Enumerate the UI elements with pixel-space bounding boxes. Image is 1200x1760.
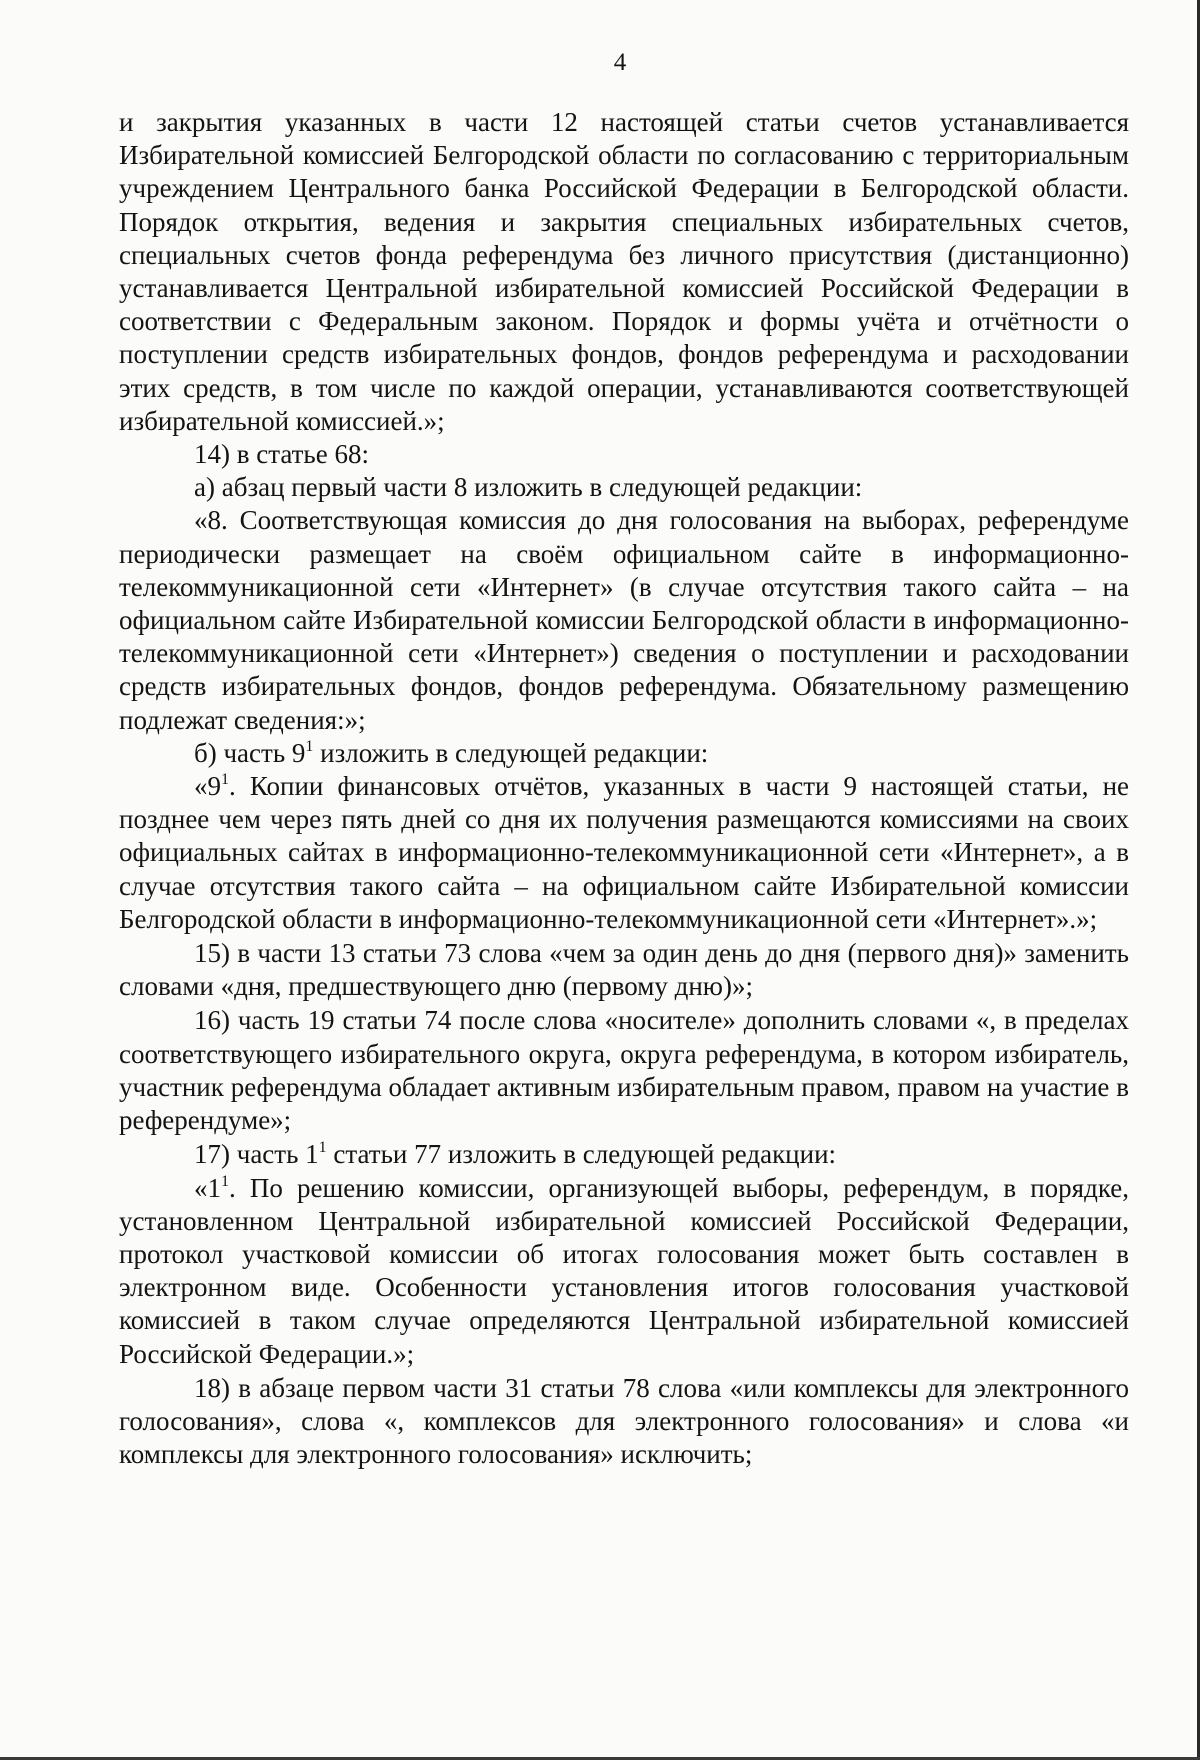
paragraph-text: . По решению комиссии, организующей выборы, референдум, в порядке, установленном Центральной избирательной комиссией Российской Федерации, протокол участковой комиссии об итогах голосования может быть составлен в электронном виде. Особенности установления итогов голосования участковой комиссией в таком случае определяются Центральной избирательной комиссией Российской Федерации.»; <box>119 1172 1129 1369</box>
paragraph-subitem-a <box>119 471 1129 504</box>
paragraph-text: статьи 77 изложить в следующей редакции: <box>326 1139 837 1170</box>
paragraph-text: «9 <box>194 771 221 802</box>
paragraph-quote-9-1 <box>119 770 1129 936</box>
paragraph-continuation <box>119 106 1129 438</box>
paragraph-subitem-b <box>119 737 1129 770</box>
document-body <box>119 106 1129 1471</box>
paragraph-text: 17) часть 1 <box>194 1139 319 1170</box>
paragraph-item-17 <box>119 1138 1129 1171</box>
paragraph-text: изложить в следующей редакции: <box>313 737 709 768</box>
paragraph-text: . Копии финансовых отчётов, указанных в части 9 настоящей статьи, не позднее чем через пять дней со дня их получения размещаются комиссиями на своих официальных сайтах в информационно-телекоммуникационной сети «Интернет», а в случае отсутствия такого сайта – на официальном сайте Избирательной комиссии Белгородской области в информационно-телекоммуникационной сети «Интернет».»; <box>119 771 1129 934</box>
paragraph-item-16 <box>119 1004 1129 1137</box>
paragraph-text: а) абзац первый части 8 изложить в следующей редакции: <box>194 472 863 503</box>
paragraph-text: 14) в статье 68: <box>194 439 369 470</box>
paragraph-text: «1 <box>194 1172 221 1203</box>
paragraph-text: 16) часть 19 статьи 74 после слова «носителе» дополнить словами «, в пределах соответствующего избирательного округа, округа референдума, в котором избиратель, участник референдума обладает активным избирательным правом, правом на участие в референдуме»; <box>119 1005 1129 1136</box>
superscript: 1 <box>221 1172 229 1190</box>
paragraph-text: 15) в части 13 статьи 73 слова «чем за один день до дня (первого дня)» заменить словами «дня, предшествующего дню (первому дню)»; <box>119 938 1129 1002</box>
paragraph-text: и закрытия указанных в части 12 настоящей статьи счетов устанавливается Избирательной комиссией Белгородской области по согласованию с территориальным учреждением Центрального банка Российской Федерации в Белгородской области. Порядок открытия, ведения и закрытия специальных избирательных счетов, специальных счетов фонда референдума без личного присутствия (дистанционно) устанавливается Центральной избирательной комиссией Российской Федерации в соответствии с Федеральным законом. Порядок и формы учёта и отчётности о поступлении средств избирательных фондов, фондов референдума и расходовании этих средств, в том числе по каждой операции, устанавливаются соответствующей избирательной комиссией.»; <box>119 107 1129 436</box>
paragraph-item-15 <box>119 937 1129 1003</box>
paragraph-text: «8. Соответствующая комиссия до дня голосования на выборах, референдуме периодически размещает на своём официальном сайте в информационно-телекоммуникационной сети «Интернет» (в случае отсутствия такого сайта – на официальном сайте Избирательной комиссии Белгородской области в информационно-телекоммуникационной сети «Интернет») сведения о поступлении и расходовании средств избирательных фондов, фондов референдума. Обязательному размещению подлежат сведения:»; <box>119 505 1129 735</box>
paragraph-quote-8 <box>119 504 1129 736</box>
paragraph-item-18 <box>119 1372 1129 1472</box>
paragraph-item-14 <box>119 438 1129 471</box>
paragraph-text: 18) в абзаце первом части 31 статьи 78 слова «или комплексы для электронного голосования», слова «, комплексов для электронного голосования» и слова «и комплексы для электронного голосования» исключить; <box>119 1372 1129 1470</box>
superscript: 1 <box>221 771 229 789</box>
page-number: 4 <box>613 49 627 76</box>
superscript: 1 <box>305 737 314 755</box>
paragraph-text: б) часть 9 <box>194 737 306 768</box>
superscript: 1 <box>318 1139 327 1157</box>
paragraph-quote-1-1 <box>119 1172 1129 1371</box>
